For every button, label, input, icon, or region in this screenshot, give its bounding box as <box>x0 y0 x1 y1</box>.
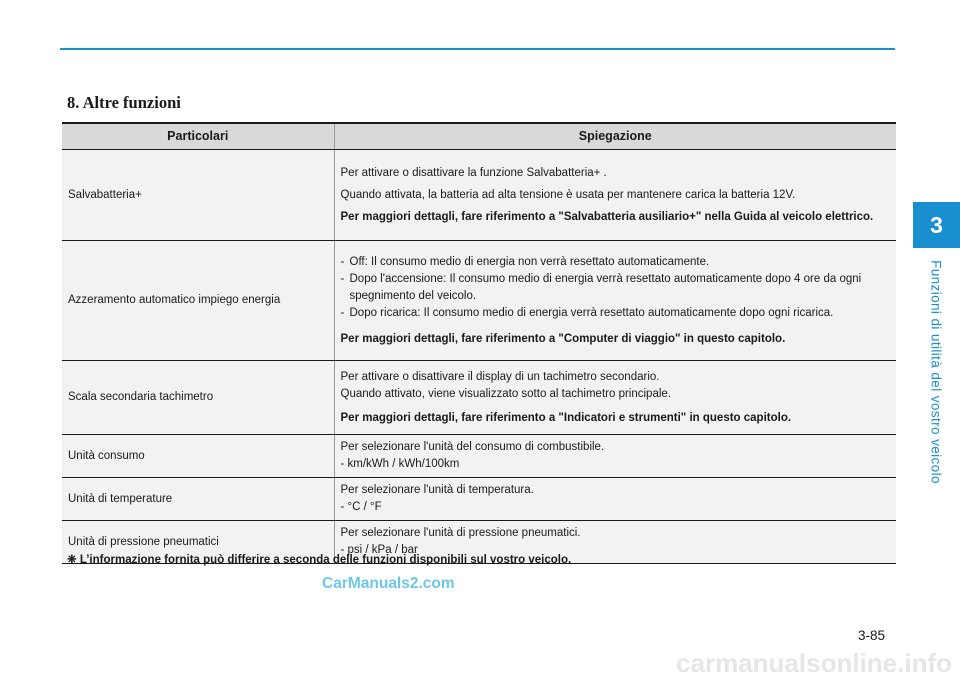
watermark: CarManuals2.com <box>322 575 455 592</box>
list-item: - Dopo ricarica: Il consumo medio di energia verrà resettato automaticamente dopo ogni ricarica. <box>341 305 891 322</box>
list-item: - Off: Il consumo medio di energia non verrà resettato automaticamente. <box>341 254 891 271</box>
description-line: Per attivare o disattivare la funzione Salvabatteria+ . <box>340 166 607 179</box>
table-header-row <box>62 123 896 150</box>
row-label: Scala secondaria tachimetro <box>62 361 334 435</box>
row-label: Azzeramento automatico impiego energia <box>62 241 334 361</box>
description-line: - psi / kPa / bar <box>340 544 418 556</box>
footer-watermark: carmanualsonline.info <box>676 648 952 678</box>
description-line: Quando attivato, viene visualizzato sotto al tachimetro principale. <box>340 387 671 400</box>
table-row <box>62 435 896 478</box>
header-rule <box>60 48 895 50</box>
description-line: Per attivare o disattivare il display di un tachimetro secondario. <box>340 370 660 383</box>
reference-note: Per maggiori dettagli, fare riferimento a "Computer di viaggio" in questo capitolo. <box>340 332 786 345</box>
row-label: Unità di temperature <box>62 478 334 521</box>
table-row <box>62 478 896 521</box>
reference-note: Per maggiori dettagli, fare riferimento a "Salvabatteria ausiliario+" nella Guida al veicolo elettrico. <box>340 210 874 223</box>
description-line: Per selezionare l'unità del consumo di combustibile. <box>340 441 605 453</box>
chapter-title: Funzioni di utilità del vostro veicolo <box>928 260 944 484</box>
row-description <box>334 241 896 361</box>
row-label: Unità consumo <box>62 435 334 478</box>
list-item-text: Dopo l'accensione: Il consumo medio di energia verrà resettato automaticamente dopo 4 ore da ogni spegnimento del veicolo. <box>349 272 862 302</box>
chapter-tab: 3 <box>913 202 960 248</box>
description-line: Per selezionare l'unità di pressione pneumatici. <box>340 527 581 539</box>
description-line: - km/kWh / kWh/100km <box>340 458 460 470</box>
list-item: - Dopo l'accensione: Il consumo medio di energia verrà resettato automaticamente dopo 4 ore da ogni spegnimento del veicolo. <box>341 271 891 305</box>
description-line: Quando attivata, la batteria ad alta tensione è usata per mantenere carica la batteria 12V. <box>340 188 796 201</box>
column-header-particolari: Particolari <box>62 123 334 150</box>
table-row <box>62 241 896 361</box>
page-number: 3-85 <box>858 628 886 643</box>
row-label: Unità di pressione pneumatici <box>62 521 334 564</box>
row-description <box>334 435 896 478</box>
table-row <box>62 361 896 435</box>
section-title: 8. Altre funzioni <box>67 93 181 112</box>
column-header-spiegazione: Spiegazione <box>334 123 896 150</box>
row-description <box>334 478 896 521</box>
row-label: Salvabatteria+ <box>62 150 334 241</box>
footnote: ❈ L’informazione fornita può differire a seconda delle funzioni disponibili sul vostro veicolo. <box>67 554 572 566</box>
row-description <box>334 361 896 435</box>
description-line: Per selezionare l'unità di temperatura. <box>340 484 534 496</box>
row-description <box>334 150 896 241</box>
description-line: - °C / °F <box>340 501 382 513</box>
functions-table <box>62 122 896 564</box>
list-item-text: Dopo ricarica: Il consumo medio di energia verrà resettato automaticamente dopo ogni ricarica. <box>349 306 834 319</box>
table-row <box>62 150 896 241</box>
list-item-text: Off: Il consumo medio di energia non verrà resettato automaticamente. <box>349 255 710 268</box>
reference-note: Per maggiori dettagli, fare riferimento a "Indicatori e strumenti" in questo capitolo. <box>340 411 792 424</box>
